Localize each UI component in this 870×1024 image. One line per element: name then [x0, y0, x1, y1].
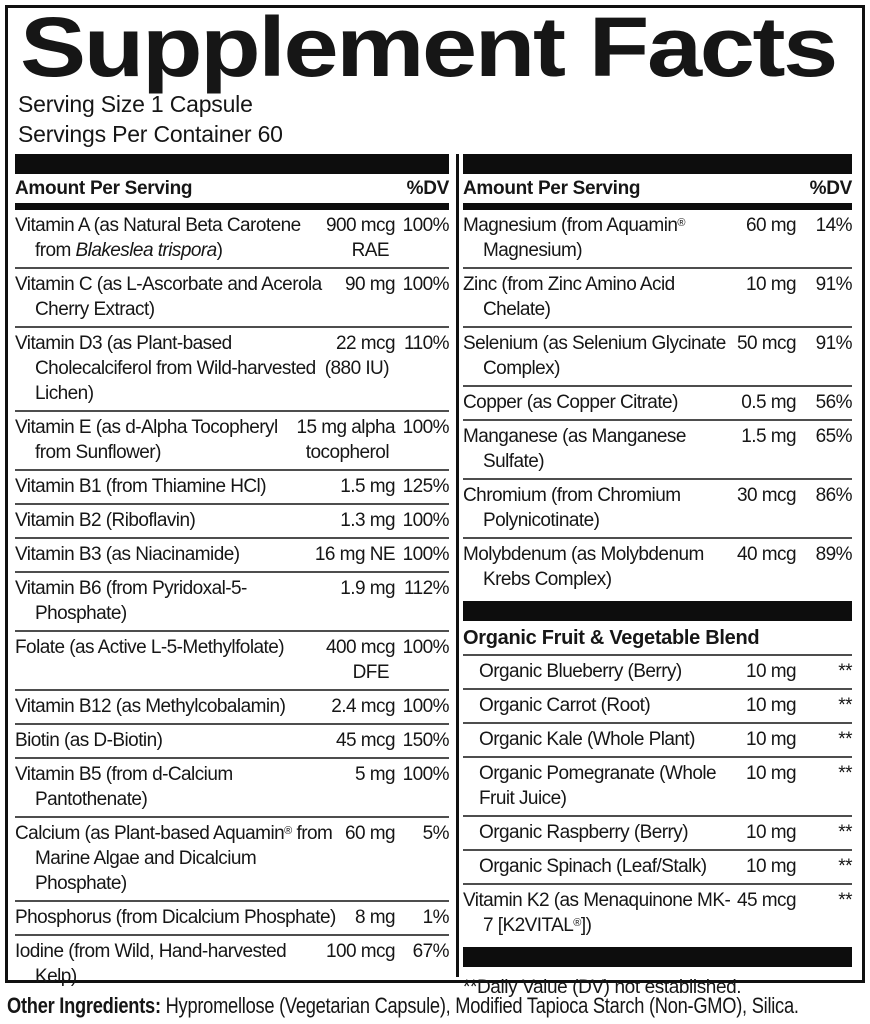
row-label: Molybdenum (as Molybdenum Krebs Complex)	[463, 544, 704, 590]
row-dv: 91%	[815, 274, 852, 295]
row-dv: 100%	[402, 764, 449, 785]
table-row	[15, 759, 449, 818]
table-row	[463, 885, 852, 942]
table-row	[15, 412, 449, 471]
table-row	[15, 691, 449, 725]
row-label: Organic Kale (Whole Plant)	[479, 729, 695, 750]
table-row	[15, 539, 449, 573]
section-bar	[15, 154, 449, 174]
table-row	[15, 573, 449, 632]
other-ingredients-text: Hypromellose (Vegetarian Capsule), Modified Tapioca Starch (Non-GMO), Silica.	[160, 993, 799, 1018]
row-label: Vitamin E (as d-Alpha Tocopheryl from Sunflower)	[15, 417, 278, 463]
row-label: Vitamin B2 (Riboflavin)	[15, 510, 196, 531]
row-amount: 16 mg NE	[314, 544, 395, 565]
row-label-italic: Blakeslea trispora	[75, 240, 217, 261]
serving-size: Serving Size 1 Capsule	[18, 91, 253, 118]
supplement-facts-panel	[5, 0, 865, 998]
row-dv: 100%	[402, 417, 449, 438]
facts-columns	[11, 154, 859, 998]
row-amount: 10 mg	[745, 856, 796, 877]
row-dv: **	[838, 890, 852, 911]
row-amount: 1.9 mg	[340, 578, 395, 599]
row-label: Vitamin A (as Natural Beta Carotene from Blakeslea trispora)	[15, 215, 301, 261]
dv-label: %DV	[406, 178, 449, 199]
row-dv: 14%	[815, 215, 852, 236]
row-dv: 100%	[402, 696, 449, 717]
row-label: Selenium (as Selenium Glycinate Complex)	[463, 333, 726, 379]
other-ingredients-label: Other Ingredients:	[7, 993, 161, 1018]
blend-heading: Organic Fruit & Vegetable Blend	[463, 621, 852, 656]
row-label: Folate (as Active L-5-Methylfolate)	[15, 637, 285, 658]
table-row	[15, 471, 449, 505]
row-dv: 5%	[422, 823, 449, 844]
row-label: Vitamin K2 (as Menaquinone MK-7 [K2VITAL®])	[463, 890, 731, 936]
row-dv: **	[838, 695, 852, 716]
row-amount: 90 mg	[344, 274, 395, 295]
row-dv: 67%	[412, 941, 449, 962]
table-row	[463, 210, 852, 269]
row-label: Manganese (as Manganese Sulfate)	[463, 426, 686, 472]
row-label: Vitamin B3 (as Niacinamide)	[15, 544, 240, 565]
dv-label: %DV	[809, 178, 852, 199]
page-title: Supplement Facts	[20, 0, 836, 94]
row-amount: 15 mg alpha tocopherol	[296, 417, 395, 463]
row-dv: **	[838, 822, 852, 843]
table-row	[463, 387, 852, 421]
table-header-left	[15, 174, 449, 210]
row-amount: 60 mg	[745, 215, 796, 236]
row-label: Phosphorus (from Dicalcium Phosphate)	[15, 907, 336, 928]
row-label: Chromium (from Chromium Polynicotinate)	[463, 485, 681, 531]
table-row	[463, 724, 852, 758]
table-row	[15, 210, 449, 269]
row-amount: 60 mg	[344, 823, 395, 844]
row-label: Magnesium (from Aquamin® Magnesium)	[463, 215, 685, 261]
row-dv: 89%	[815, 544, 852, 565]
row-dv: 100%	[402, 544, 449, 565]
row-dv: **	[838, 856, 852, 877]
row-dv: 65%	[815, 426, 852, 447]
row-amount: 2.4 mcg	[331, 696, 395, 717]
table-row	[15, 328, 449, 412]
row-amount: 10 mg	[745, 763, 796, 784]
row-label: Organic Raspberry (Berry)	[479, 822, 689, 843]
row-dv: 125%	[402, 476, 449, 497]
row-label: Vitamin B1 (from Thiamine HCl)	[15, 476, 266, 497]
servings-per-container: Servings Per Container 60	[18, 121, 283, 148]
row-dv: 100%	[402, 510, 449, 531]
row-label: Vitamin B12 (as Methylcobalamin)	[15, 696, 286, 717]
table-header-right	[463, 174, 852, 210]
other-ingredients	[7, 993, 799, 1019]
row-label: Vitamin D3 (as Plant-based Cholecalciferol from Wild-harvested Lichen)	[15, 333, 316, 404]
column-right	[459, 154, 859, 998]
table-row	[15, 725, 449, 759]
row-amount: 45 mcg	[335, 730, 395, 751]
row-amount: 900 mcg RAE	[325, 215, 395, 261]
table-row	[463, 421, 852, 480]
table-row	[463, 269, 852, 328]
row-amount: 40 mcg	[736, 544, 796, 565]
row-dv: **	[838, 763, 852, 784]
left-rows	[15, 210, 449, 993]
section-bar	[463, 601, 852, 621]
row-label: Vitamin C (as L-Ascorbate and Acerola Cherry Extract)	[15, 274, 322, 320]
row-amount: 1.5 mg	[741, 426, 796, 447]
table-row	[463, 480, 852, 539]
row-amount: 30 mcg	[736, 485, 796, 506]
row-label: Copper (as Copper Citrate)	[463, 392, 678, 413]
table-row	[15, 936, 449, 993]
table-row	[15, 818, 449, 902]
row-dv: **	[838, 661, 852, 682]
serving-info	[18, 89, 862, 149]
row-dv: 100%	[402, 274, 449, 295]
table-row	[15, 505, 449, 539]
row-label: Biotin (as D-Biotin)	[15, 730, 163, 751]
row-amount: 5 mg	[354, 764, 395, 785]
row-amount: 1.3 mg	[340, 510, 395, 531]
table-row	[463, 690, 852, 724]
table-row	[463, 328, 852, 387]
row-label: Vitamin B6 (from Pyridoxal-5-Phosphate)	[15, 578, 247, 624]
row-label: Organic Pomegranate (Whole Fruit Juice)	[479, 763, 717, 809]
row-amount: 8 mg	[354, 907, 395, 928]
row-amount: 10 mg	[745, 695, 796, 716]
section-bar	[463, 154, 852, 174]
table-row	[463, 758, 852, 817]
row-label: Vitamin B5 (from d-Calcium Pantothenate)	[15, 764, 233, 810]
table-row	[15, 902, 449, 936]
row-dv: **	[838, 729, 852, 750]
row-dv: 112%	[404, 578, 449, 599]
row-amount: 0.5 mg	[741, 392, 796, 413]
section-bar	[463, 947, 852, 967]
table-row	[15, 632, 449, 691]
row-dv: 100%	[402, 215, 449, 236]
row-label: Organic Blueberry (Berry)	[479, 661, 682, 682]
row-label: Zinc (from Zinc Amino Acid Chelate)	[463, 274, 675, 320]
row-amount: 100 mcg	[325, 941, 395, 962]
dv-footnote: **Daily Value (DV) not established.	[463, 977, 742, 998]
row-label: Organic Carrot (Root)	[479, 695, 651, 716]
row-dv: 1%	[422, 907, 449, 928]
row-amount: 1.5 mg	[340, 476, 395, 497]
blend-rows	[463, 656, 852, 942]
table-row	[15, 269, 449, 328]
row-amount: 50 mcg	[736, 333, 796, 354]
minerals-rows	[463, 210, 852, 596]
row-amount: 10 mg	[745, 274, 796, 295]
row-label: Organic Spinach (Leaf/Stalk)	[479, 856, 707, 877]
row-dv: 86%	[815, 485, 852, 506]
row-amount: 45 mcg	[736, 890, 796, 911]
table-row	[463, 851, 852, 885]
row-amount: 10 mg	[745, 661, 796, 682]
table-row	[463, 539, 852, 596]
row-amount: 10 mg	[745, 729, 796, 750]
row-amount: 400 mcg DFE	[325, 637, 395, 683]
row-amount: 10 mg	[745, 822, 796, 843]
row-dv: 100%	[402, 637, 449, 658]
row-label: Calcium (as Plant-based Aquamin® from Marine Algae and Dicalcium Phosphate)	[15, 823, 333, 894]
column-left	[11, 154, 459, 987]
row-dv: 110%	[404, 333, 449, 354]
table-row	[463, 656, 852, 690]
table-row	[463, 817, 852, 851]
amount-per-serving-label: Amount Per Serving	[463, 178, 641, 199]
row-dv: 150%	[402, 730, 449, 751]
row-amount: 22 mcg (880 IU)	[324, 333, 395, 379]
row-dv: 91%	[815, 333, 852, 354]
amount-per-serving-label: Amount Per Serving	[15, 178, 193, 199]
row-label: Iodine (from Wild, Hand-harvested Kelp)	[15, 941, 287, 987]
row-dv: 56%	[815, 392, 852, 413]
